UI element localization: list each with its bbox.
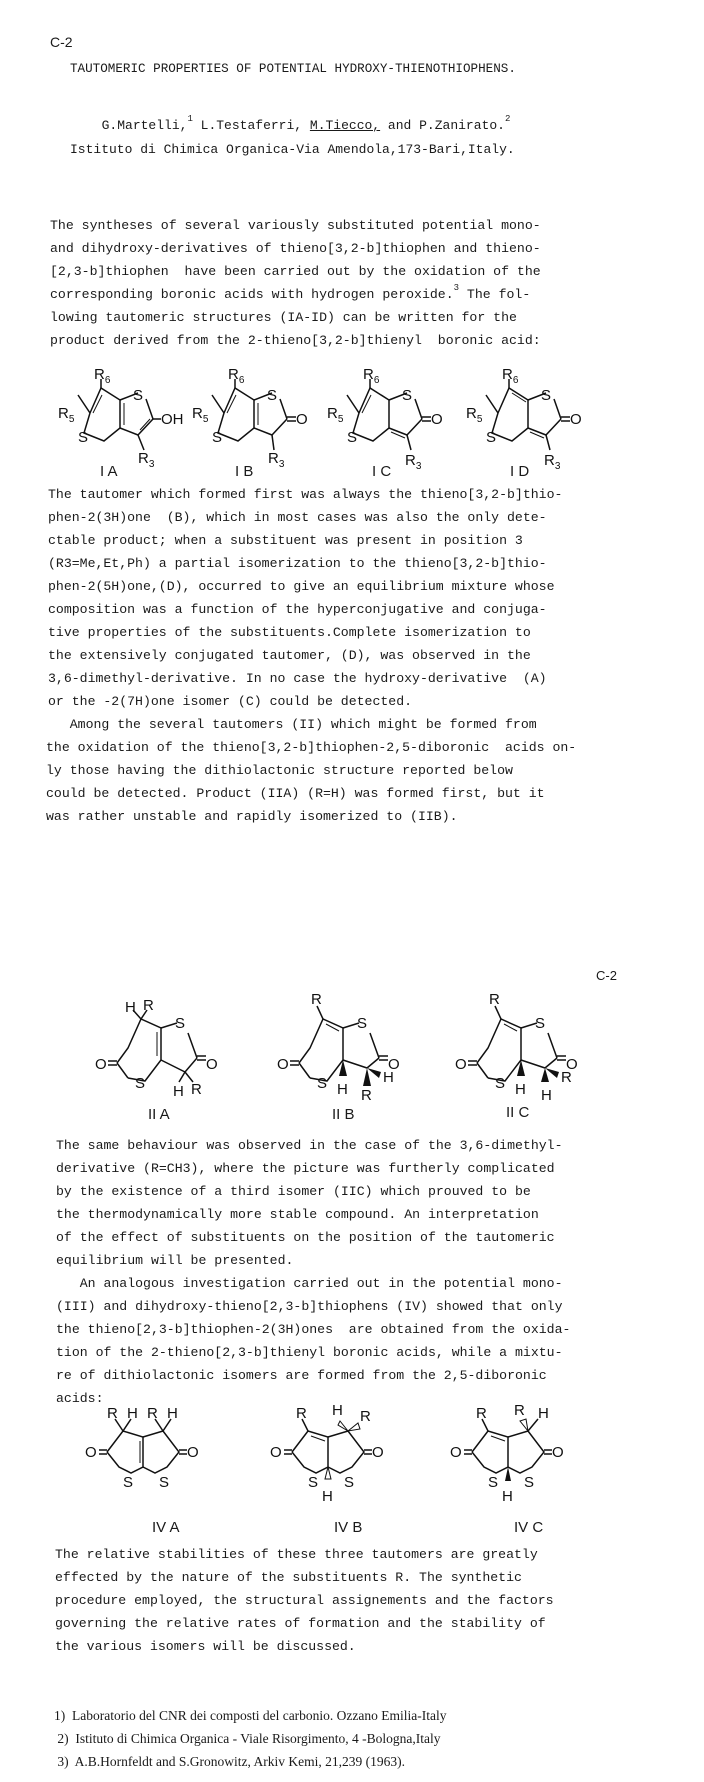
structure-label-IC: I C [372,463,392,480]
text-line: the thieno[2,3-b]thiophen-2(3H)ones are obtained from the oxida- [56,1322,571,1337]
substituent-R: R [360,1408,371,1425]
structure-label-IA: I A [100,463,118,480]
atom-S: S [175,1015,186,1032]
text-line: or the -2(7H)one isomer (C) could be detected. [48,694,413,709]
substituent-R: R [143,997,154,1014]
atom-S: S [347,429,358,446]
atom-O: O [85,1444,97,1461]
text-line: effected by the nature of the substituents R. The synthetic [55,1570,522,1585]
atom-O: O [450,1444,462,1461]
structure-label-IIA: II A [148,1106,170,1123]
substituent-R: R [561,1069,572,1086]
text-line: phen-2(3H)one (B), which in most cases was also the only dete- [48,510,547,525]
text-line: tive properties of the substituents.Complete isomerization to [48,625,531,640]
structures-II-figure [0,990,704,1100]
author: L.Testaferri, [200,118,303,133]
structure-label-IVB: IV B [334,1519,363,1536]
text-line: product derived from the 2-thieno[3,2-b]thienyl boronic acid: [50,333,541,348]
atom-H: H [167,1405,178,1422]
atom-O: O [187,1444,199,1461]
structure-IIB [277,991,400,1100]
atom-S: S [495,1075,506,1092]
text-line: (R3=Me,Et,Ph) a partial isomerization to the thieno[3,2-b]thio- [48,556,547,571]
footnote-3: 3) A.B.Hornfeldt and S.Gronowitz, Arkiv Kemi, 21,239 (1963). [54,1754,405,1769]
atom-S: S [135,1075,146,1092]
substituent-R5: $R_5$ [466,405,483,425]
substituent-R: R [107,1405,118,1422]
text-line: (III) and dihydroxy-thieno[2,3-b]thiophens (IV) showed that only [56,1299,563,1314]
paragraph-diboronic [46,717,577,824]
text-line: The tautomer which formed first was always the thieno[3,2-b]thio- [48,487,563,502]
substituent-R: R [361,1087,372,1100]
substituent-R6: $R_6$ [502,366,519,386]
text-line: could be detected. Product (IIA) (R=H) was formed first, but it [46,786,545,801]
structure-label-IB: I B [235,463,254,480]
atom-S: S [524,1474,535,1491]
wedge-bond [367,1068,381,1078]
structure-label-IVC: IV C [514,1519,544,1536]
substituent-R: R [191,1081,202,1098]
text-span: The fol- [459,287,531,302]
atom-H: H [127,1405,138,1422]
group-OH: OH [161,411,184,428]
text-line: phen-2(5H)one,(D), occurred to give an equilibrium mixture whose [48,579,555,594]
atom-S: S [402,387,413,404]
atom-O: O [552,1444,564,1461]
atom-H: H [332,1405,343,1419]
wedge-bond [517,1060,525,1076]
atom-O: O [431,411,443,428]
substituent-R6: $R_6$ [94,366,111,386]
author: G.Martelli, [101,118,188,133]
atom-S: S [317,1075,328,1092]
atom-O: O [566,1056,578,1073]
structure-label-IIB: II B [332,1106,355,1123]
wedge-bond [505,1467,511,1481]
page-code: C-2 [596,968,617,983]
footnote-1: 1) Laboratorio del CNR dei composti del carbonio. Ozzano Emilia-Italy [54,1708,447,1723]
paper-title: TAUTOMERIC PROPERTIES OF POTENTIAL HYDROXY-THIENOTHIOPHENS. [70,62,516,76]
atom-O: O [455,1056,467,1073]
text-line: acids: [56,1391,104,1406]
structure-IIA [95,997,218,1100]
text-line: governing the relative rates of formation and the stability of [55,1616,546,1631]
text-line: [2,3-b]thiophen have been carried out by the oxidation of the [50,264,541,279]
text-line: The syntheses of several variously substituted potential mono- [50,218,541,233]
text-line: 3,6-dimethyl-derivative. In no case the hydroxy-derivative (A) [48,671,547,686]
structure-label-ID: I D [510,463,530,480]
substituent-R: R [514,1405,525,1419]
atom-H: H [538,1405,549,1422]
atom-S: S [486,429,497,446]
text-span: corresponding boronic acids with hydrogen peroxide. [50,287,454,302]
substituent-R: R [489,991,500,1008]
substituent-R: R [147,1405,158,1422]
atom-S: S [357,1015,368,1032]
text-line: of the effect of substituents on the position of the tautomeric [56,1230,555,1245]
atom-O: O [277,1056,289,1073]
structure-label-IIC: II C [506,1104,530,1121]
hashed-bond [338,1421,348,1431]
structure-IIC [455,991,578,1100]
text-line: procedure employed, the structural assignements and the factors [55,1593,554,1608]
atom-H: H [337,1081,348,1098]
paragraph-intro [50,218,541,348]
atom-O: O [270,1444,282,1461]
text-line: The relative stabilities of these three tautomers are greatly [55,1547,538,1562]
reference-mark: 3 [453,283,460,293]
text-line: re of dithiolactonic isomers are formed from the 2,5-diboronic [56,1368,547,1383]
author-footnote-mark: 1 [187,114,193,124]
atom-H: H [541,1087,552,1100]
paragraph-tautomer-discussion [48,487,563,709]
substituent-R3: $R_3$ [268,450,285,470]
text-line: tion of the 2-thieno[2,3-b]thienyl boronic acids, while a mixtu- [56,1345,563,1360]
substituent-R: R [296,1405,307,1422]
atom-H: H [502,1488,513,1505]
atom-H: H [125,999,136,1016]
author-list [86,103,510,133]
atom-O: O [372,1444,384,1461]
structure-IVB [270,1405,384,1505]
paragraph-analogous [56,1276,571,1406]
substituent-R3: $R_3$ [544,452,561,472]
structure-IB [192,366,308,470]
atom-S: S [133,387,144,404]
substituent-R3: $R_3$ [405,452,422,472]
atom-O: O [296,411,308,428]
text-line: Among the several tautomers (II) which might be formed from [46,717,537,732]
text-line: the various isomers will be discussed. [55,1639,356,1654]
text-line: by the existence of a third isomer (IIC) which prouved to be [56,1184,531,1199]
atom-S: S [488,1474,499,1491]
structures-IV-figure [0,1405,704,1505]
atom-O: O [388,1056,400,1073]
structure-IC [327,366,443,472]
wedge-bond [363,1068,371,1086]
atom-H: H [383,1069,394,1086]
wedge-bond [339,1060,347,1076]
text-line: lowing tautomeric structures (IA-ID) can be written for the [50,310,517,325]
substituent-R: R [476,1405,487,1422]
footnote-2: 2) Istituto di Chimica Organica - Viale Risorgimento, 4 -Bologna,Italy [54,1731,441,1746]
atom-H: H [515,1081,526,1098]
substituent-R5: $R_5$ [58,405,75,425]
hashed-bond [348,1423,360,1431]
atom-O: O [570,411,582,428]
text-line: the thermodynamically more stable compound. An interpretation [56,1207,539,1222]
atom-S: S [541,387,552,404]
text-line: the oxidation of the thieno[3,2-b]thiophen-2,5-diboronic acids on- [46,740,577,755]
text-line: An analogous investigation carried out in the potential mono- [56,1276,563,1291]
atom-H: H [322,1488,333,1505]
substituent-R6: $R_6$ [228,366,245,386]
text-line: the extensively conjugated tautomer, (D), was observed in the [48,648,531,663]
text-line: was rather unstable and rapidly isomerized to (IIB). [46,809,458,824]
atom-S: S [308,1474,319,1491]
text-line: equilibrium will be presented. [56,1253,294,1268]
atom-S: S [344,1474,355,1491]
substituent-R5: $R_5$ [192,405,209,425]
structure-ID [466,366,582,472]
substituent-R: R [311,991,322,1008]
author-footnote-mark: 2 [504,114,511,124]
atom-S: S [212,429,223,446]
text-line: derivative (R=CH3), where the picture was furtherly complicated [56,1161,555,1176]
substituent-R3: $R_3$ [138,450,155,470]
affiliation: Istituto di Chimica Organica-Via Amendola,173-Bari,Italy. [70,142,515,157]
text-line [50,283,531,310]
page-code: C-2 [50,34,73,50]
atom-H: H [173,1083,184,1100]
atom-S: S [78,429,89,446]
atom-S: S [123,1474,134,1491]
atom-O: O [206,1056,218,1073]
text-line: composition was a function of the hyperconjugative and conjuga- [48,602,547,617]
substituent-R5: $R_5$ [327,405,344,425]
text-line: ly those having the dithiolactonic structure reported below [46,763,513,778]
structure-IA [58,366,184,470]
structure-label-IVA: IV A [152,1519,180,1536]
structure-IVC [450,1405,564,1505]
paragraph-conclusion [55,1547,554,1654]
text-line: and dihydroxy-derivatives of thieno[3,2-b]thiophen and thieno- [50,241,541,256]
structures-I-figure [0,355,704,480]
text-line: ctable product; when a substituent was present in position 3 [48,533,523,548]
hashed-bond [520,1419,528,1431]
structure-IVA [85,1405,199,1491]
atom-O: O [95,1056,107,1073]
author-presenting: M.Tiecco, [309,118,381,133]
text-line: The same behaviour was observed in the case of the 3,6-dimethyl- [56,1138,563,1153]
atom-S: S [159,1474,170,1491]
author: and P.Zanirato. [387,118,505,133]
atom-S: S [267,387,278,404]
paragraph-dimethyl [56,1138,563,1268]
substituent-R6: $R_6$ [363,366,380,386]
atom-S: S [535,1015,546,1032]
